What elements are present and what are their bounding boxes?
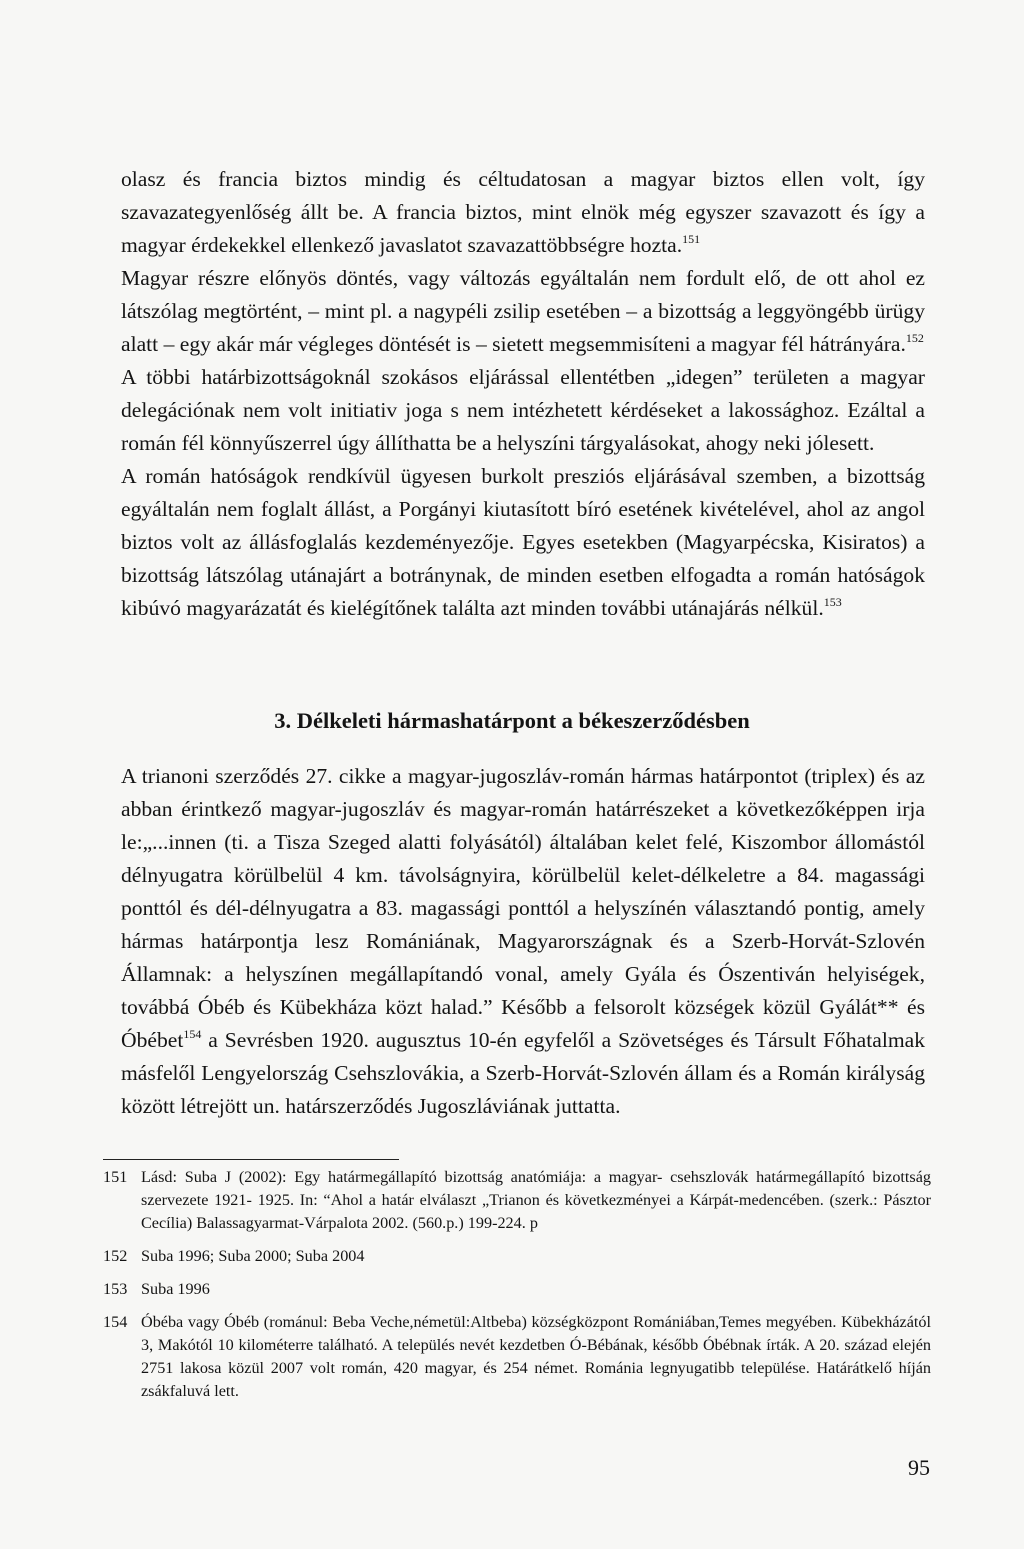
- footnote-text: Suba 1996; Suba 2000; Suba 2004: [141, 1247, 365, 1265]
- footnote-text: Óbéba vagy Óbéb (románul: Beba Veche,németül:Altbeba) községközpont Romániában,Temes megyében. Kübekházától 3, Makótól 10 kilométerre található. A település nevét kezdetben Ó-Bébának, később Óbébnak írták. A 20. század elején 2751 lakosa közül 2007 volt román, 420 magyar, és 254 német. Románia legnyugatibb települése. Határátkelő híján zsákfaluvá lett.: [141, 1313, 931, 1400]
- footnote-151: [103, 1166, 931, 1235]
- footnote-ref-153: 153: [823, 595, 842, 609]
- paragraph-2-text: Magyar részre előnyös döntés, vagy változás egyáltalán nem fordult elő, de ott ahol ez látszólag megtörtént, – mint pl. a nagypéli zsilip esetében – a bizottság a leggyöngébb ürügy alatt – egy akár már végleges döntését is – sietett megsemmisíteni a magyar fél hátrányára.: [121, 266, 925, 356]
- paragraph-2: [121, 262, 925, 361]
- body-text-top: [121, 163, 925, 625]
- section-heading: 3. Délkeleti hármashatárpont a békeszerződésben: [274, 708, 750, 733]
- footnote-152: [103, 1245, 931, 1268]
- footnote-number: 153: [103, 1280, 128, 1298]
- paragraph-1-text: olasz és francia biztos mindig és céltudatosan a magyar biztos ellen volt, így szavazategyenlőség állt be. A francia biztos, mint elnök még egyszer szavazott és így a magyar érdekekkel ellenkező javaslatot szavazattöbbségre hozta.: [121, 167, 925, 257]
- body-text-bottom: [121, 760, 925, 1123]
- footnote-154: [103, 1311, 931, 1403]
- paragraph-1: [121, 163, 925, 262]
- paragraph-3: A többi határbizottságoknál szokásos eljárással ellentétben „idegen” területen a magyar delegációnak nem volt initiativ joga s nem intézhetett kérdéseket a lakossághoz. Ezáltal a román fél könnyűszerrel úgy állíthatta be a helyszíni tárgyalásokat, ahogy neki jólesett.: [121, 365, 925, 455]
- footnote-text: Lásd: Suba J (2002): Egy határmegállapító bizottság anatómiája: a magyar- csehszlovák határmegállapító bizottság szervezete 1921- 1925. In: “Ahol a határ elválaszt „Trianon és következményei a Kárpát-medencében. (szerk.: Pásztor Cecília) Balassagyarmat-Várpalota 2002. (560.p.) 199-224. p: [141, 1168, 931, 1232]
- paragraph-5: [121, 760, 925, 1123]
- footnote-separator: [103, 1159, 399, 1160]
- paragraph-4-text: A román hatóságok rendkívül ügyesen burkolt presziós eljárásával szemben, a bizottság egyáltalán nem foglalt állást, a Porgányi kiutasított bíró esetének kivételével, ahol az angol biztos volt az állásfoglalás kezdeményezője. Egyes esetekben (Magyarpécska, Kisiratos) a bizottság látszólag utánajárt a botránynak, de minden esetben elfogadta a román hatóságok kibúvó magyarázatát és kielégítőnek találta azt minden további utánajárás nélkül.: [121, 464, 925, 620]
- paragraph-4: [121, 460, 925, 625]
- paragraph-5-text-b: a Sevrésben 1920. augusztus 10-én egyfelől a Szövetséges és Társult Főhatalmak másfelől Lengyelország Csehszlovákia, a Szerb-Horvát-Szlovén állam és a Román királyság között létrejött un. határszerződés Jugoszláviának juttatta.: [121, 1028, 925, 1118]
- footnote-ref-151: 151: [682, 232, 701, 246]
- footnote-number: 154: [103, 1313, 128, 1331]
- footnotes: [103, 1166, 931, 1413]
- footnote-text: Suba 1996: [141, 1280, 210, 1298]
- paragraph-5-text-a: A trianoni szerződés 27. cikke a magyar-jugoszláv-román hármas határpontot (triplex) és az abban érintkező magyar-jugoszláv és magyar-román határrészeket a következőképpen irja le:„...innen (ti. a Tisza Szeged alatti folyásától) általában kelet felé, Kiszombor állomástól délnyugatra körülbelül 4 km. távolságnyira, körülbelül kelet-délkeletre a 84. magassági ponttól és dél-délnyugatra a 83. magassági ponttól a helyszínén választandó pontig, amely hármas határpontja lesz Romániának, Magyarországnak és a Szerb-Horvát-Szlovén Államnak: a helyszínen megállapítandó vonal, amely Gyála és Ószentiván helyiségek, továbbá Óbéb és Kübekháza közt halad.” Később a felsorolt községek közül Gyálát** és Óbébet: [121, 764, 925, 1052]
- footnote-ref-152: 152: [905, 331, 924, 345]
- footnote-153: [103, 1278, 931, 1301]
- footnote-ref-154: 154: [183, 1027, 202, 1041]
- footnote-number: 151: [103, 1168, 128, 1186]
- page-number: 95: [908, 1455, 930, 1480]
- footnote-number: 152: [103, 1247, 128, 1265]
